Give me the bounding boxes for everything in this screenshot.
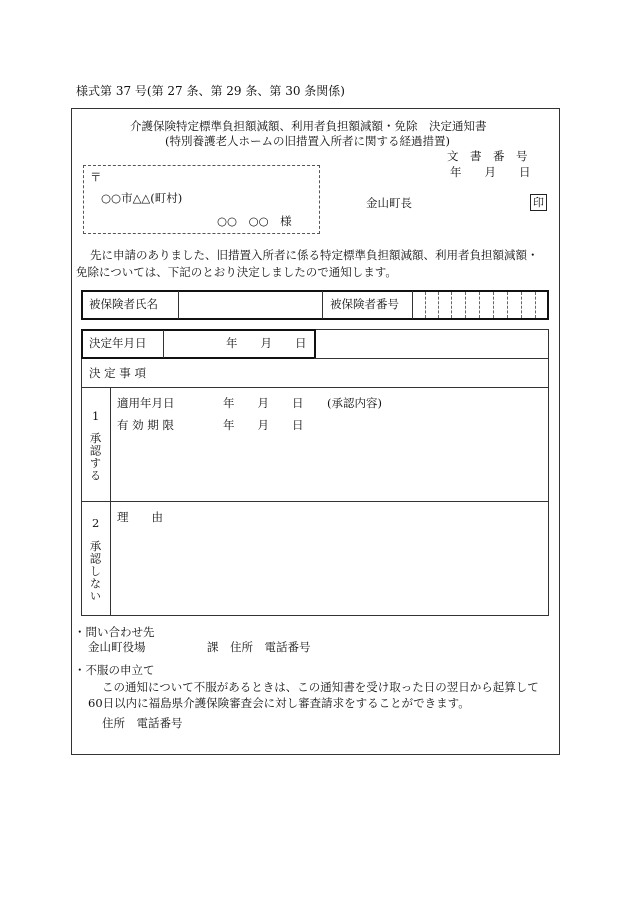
approval-details-label: (承認内容) [327,396,382,410]
appeal-text-line-2: 60日以内に福島県介護保険審査会に対し審査請求をすることができます。 [88,696,470,710]
divider [82,501,548,502]
digit-divider [535,292,536,318]
divider [322,291,323,319]
decision-table [81,329,549,616]
reason-label: 理 由 [117,510,163,524]
appeal-text-line-1: この通知について不服があるときは、この通知書を受け取った日の翌日から起算して [102,680,539,694]
deny-label: 承認しない [88,540,103,603]
postal-mark: 〒 [90,170,102,184]
seal-mark: 印 [530,194,547,211]
digit-divider [451,292,452,318]
digit-divider [438,292,439,318]
divider [178,291,179,319]
form-number: 様式第 37 号(第 27 条、第 29 条、第 30 条関係) [76,84,345,98]
issuer-name: 金山町長 [366,196,412,210]
valid-until-label: 有 効 期 限 [117,418,174,432]
inquiry-detail: 課 住所 電話番号 [207,640,311,654]
divider [412,291,413,319]
digit-divider [493,292,494,318]
decision-date-label: 決定年月日 [89,336,147,350]
digit-divider [507,292,508,318]
digit-divider [465,292,466,318]
inquiry-heading: ・問い合わせ先 [74,625,155,639]
digit-divider [425,292,426,318]
document-title: 介護保険特定標準負担額減額、利用者負担額減額・免除 決定通知書 [130,119,487,133]
inquiry-office: 金山町役場 [88,640,146,654]
digit-divider [479,292,480,318]
intro-line-1: 先に申請のありました、旧措置入所者に係る特定標準負担額減額、利用者負担額減額・ [90,248,539,262]
divider [314,358,548,359]
approve-number: 1 [92,409,100,423]
divider [163,330,164,358]
recipient-city: ○○市△△(町村) [101,191,183,205]
apply-date-label: 適用年月日 [117,396,175,410]
appeal-contact: 住所 電話番号 [102,716,183,730]
decision-items-label: 決 定 事 項 [89,366,146,380]
recipient-name: ○○ ○○ 様 [217,214,292,228]
digit-divider [521,292,522,318]
insured-number-label: 被保険者番号 [330,297,399,311]
document-date-label: 年 月 日 [450,165,531,179]
deny-number: 2 [92,516,100,530]
approve-label: 承認する [88,432,103,482]
apply-date-value: 年 月 日 [223,396,304,410]
divider [82,387,548,388]
document-subtitle: (特別養護老人ホームの旧措置入所者に関する経過措置) [165,134,450,148]
decision-date-value: 年 月 日 [226,336,307,350]
document-number-label: 文 書 番 号 [447,149,528,163]
intro-line-2: 免除については、下記のとおり決定しましたので通知します。 [76,265,397,279]
insured-name-label: 被保険者氏名 [89,297,158,311]
appeal-heading: ・不服の申立て [74,663,155,677]
valid-until-value: 年 月 日 [223,418,304,432]
